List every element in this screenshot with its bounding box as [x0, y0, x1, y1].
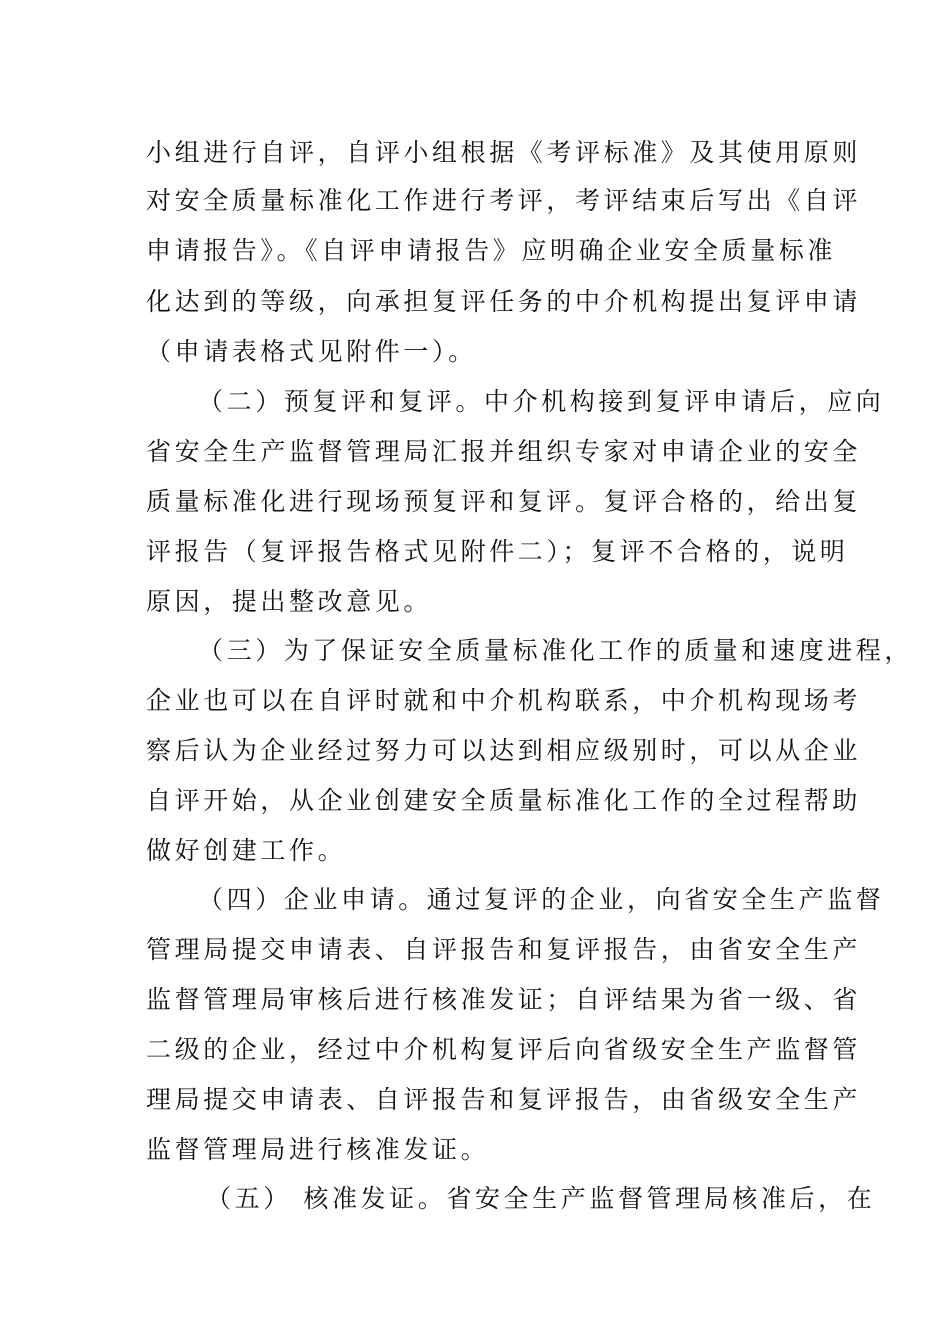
text-line: 做好创建工作。	[146, 836, 347, 865]
text-line: 监督管理局审核后进行核准发证；自评结果为省一级、省	[146, 985, 862, 1014]
text-line: 小组进行自评，自评小组根据《考评标准》及其使用原则	[146, 138, 862, 167]
text-line: 评报告（复评报告格式见附件二）；复评不合格的，说明	[146, 537, 849, 566]
text-line: 对安全质量标准化工作进行考评，考评结束后写出《自评	[146, 186, 862, 215]
text-line: 企业也可以在自评时就和中介机构联系，中介机构现场考	[146, 686, 862, 715]
text-line: （申请表格式见附件一）。	[146, 337, 477, 366]
text-line: 化达到的等级，向承担复评任务的中介机构提出复评申请	[146, 287, 862, 316]
text-line: 原因，提出整改意见。	[146, 587, 433, 616]
paragraph-start-line: （四）企业申请。通过复评的企业，向省安全生产监督	[198, 885, 885, 914]
text-line: 管理局提交申请表、自评报告和复评报告，由省安全生产	[146, 935, 862, 964]
text-line: 理局提交申请表、自评报告和复评报告，由省级安全生产	[146, 1085, 862, 1114]
text-line: 质量标准化进行现场预复评和复评。复评合格的，给出复	[146, 487, 862, 516]
text-line: 申请报告》。《自评申请报告》应明确企业安全质量标准	[146, 236, 837, 265]
text-line: 省安全生产监督管理局汇报并组织专家对申请企业的安全	[146, 437, 862, 466]
paragraph-start-line: （二）预复评和复评。中介机构接到复评申请后，应向	[198, 387, 885, 416]
text-line: 监督管理局进行核准发证。	[146, 1135, 490, 1164]
text-line: 二级的企业，经过中介机构复评后向省级安全生产监督管	[146, 1035, 862, 1064]
text-line: 察后认为企业经过努力可以达到相应级别时，可以从企业	[146, 736, 862, 765]
text-line: 自评开始，从企业创建安全质量标准化工作的全过程帮助	[146, 786, 862, 815]
paragraph-start-line: （三）为了保证安全质量标准化工作的质量和速度进程，	[198, 636, 914, 665]
paragraph-start-line: （五） 核准发证。省安全生产监督管理局核准后，在	[206, 1184, 876, 1213]
